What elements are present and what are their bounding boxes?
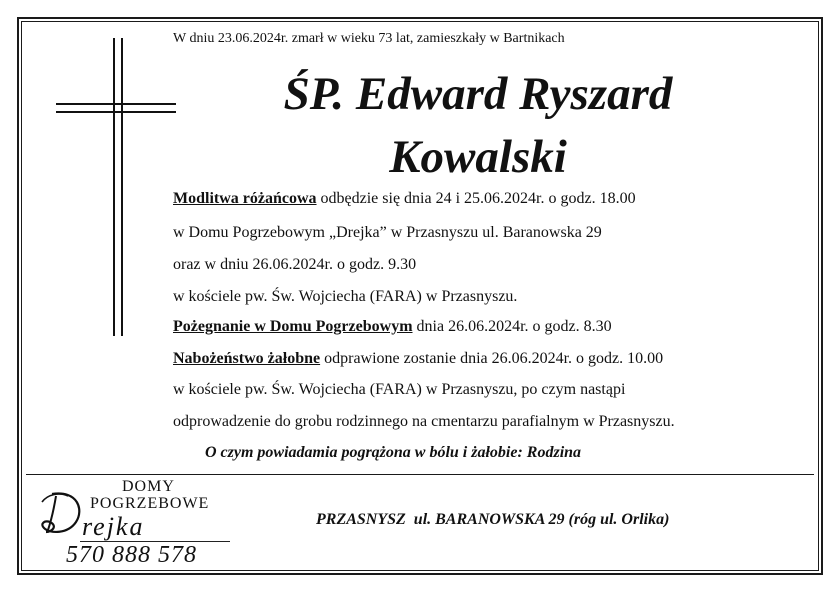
cross-icon <box>56 38 180 338</box>
rosary-line-4: w kościele pw. Św. Wojciecha (FARA) w Przasnyszu. <box>173 288 518 305</box>
logo-line1: DOMY <box>122 478 175 495</box>
logo-line2: POGRZEBOWE <box>90 495 210 512</box>
mass-line-3: odprowadzenie do grobu rodzinnego na cmentarzu parafialnym w Przasnyszu. <box>173 413 675 430</box>
footer-divider <box>26 474 814 475</box>
rosary-text: odbędzie się dnia 24 i 25.06.2024r. o godz. 18.00 <box>316 190 636 207</box>
mass-line-2: w kościele pw. Św. Wojciecha (FARA) w Przasnyszu, po czym nastąpi <box>173 381 626 398</box>
intro-text: W dniu 23.06.2024r. zmarł w wieku 73 lat, zamieszkały w Bartnikach <box>173 31 565 46</box>
rosary-line-2: w Domu Pogrzebowym „Drejka” w Przasnyszu ul. Baranowska 29 <box>173 224 602 241</box>
farewell-line <box>173 318 612 336</box>
farewell-text: dnia 26.06.2024r. o godz. 8.30 <box>412 318 612 335</box>
rosary-label: Modlitwa różańcowa <box>173 190 317 207</box>
rosary-line-3: oraz w dniu 26.06.2024r. o godz. 9.30 <box>173 256 417 273</box>
rosary-line <box>173 190 636 208</box>
logo-brand: rejka <box>82 512 145 541</box>
logo-d-monogram-icon <box>38 488 86 538</box>
deceased-name-line2: Kowalski <box>389 131 567 183</box>
funeral-home-logo <box>36 478 236 570</box>
mass-label: Nabożeństwo żałobne <box>173 350 321 367</box>
footer-address: PRZASNYSZ ul. BARANOWSKA 29 (róg ul. Orlika) <box>316 511 670 528</box>
closing-text: O czym powiadamia pogrążona w bólu i żałobie: Rodzina <box>205 444 582 461</box>
mass-text: odprawione zostanie dnia 26.06.2024r. o godz. 10.00 <box>320 350 664 367</box>
logo-phone: 570 888 578 <box>66 542 197 568</box>
deceased-name-line1: ŚP. Edward Ryszard <box>283 68 673 120</box>
mass-line <box>173 350 663 368</box>
farewell-label: Pożegnanie w Domu Pogrzebowym <box>173 318 413 335</box>
